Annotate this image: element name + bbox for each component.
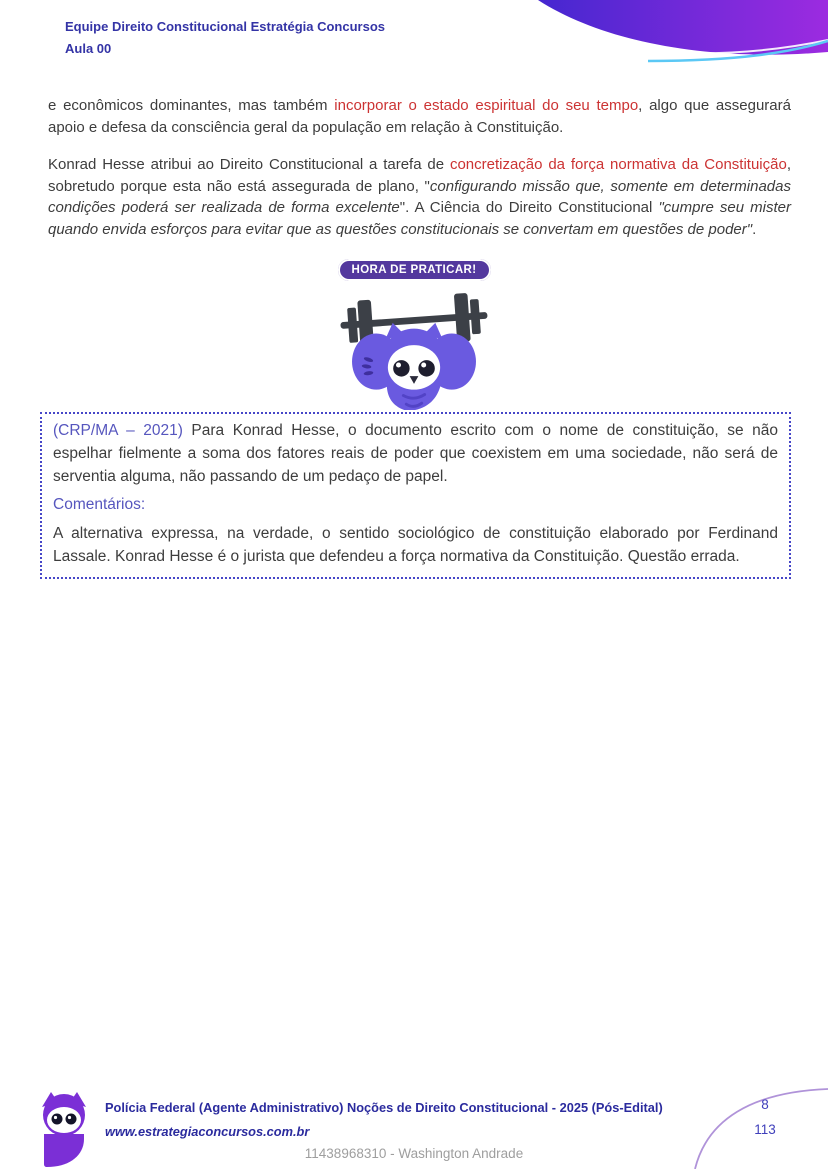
question-text: Para Konrad Hesse, o documento escrito com o nome de constituição, se não espelhar fielmente a soma dos fatores reais de poder que coexistem em uma sociedade, não será de serventia alguma, não passando de um pedaço de papel.: [53, 422, 778, 485]
paragraph-1-text: e econômicos dominantes, mas também: [48, 97, 335, 114]
question-box: [40, 412, 791, 579]
mascot-container: [0, 288, 828, 415]
paragraph-2-text: Konrad Hesse atribui ao Direito Constitucional a tarefa de: [48, 156, 450, 173]
header-team-line: Equipe Direito Constitucional Estratégia Concursos: [65, 19, 385, 34]
paragraph-1: [48, 95, 791, 138]
page-number-total: 113: [754, 1122, 776, 1137]
page-number-current: 8: [761, 1097, 769, 1112]
exam-tag: (CRP/MA – 2021): [53, 422, 183, 439]
footer-course-title: Polícia Federal (Agente Administrativo) Noções de Direito Constitucional - 2025 (Pós-Edital): [105, 1100, 663, 1115]
header-lesson-line: Aula 00: [65, 41, 112, 56]
footer-website-link[interactable]: www.estrategiaconcursos.com.br: [105, 1124, 310, 1139]
paragraph-2: [48, 154, 791, 240]
page-header: [65, 16, 385, 60]
paragraph-2-text-end: .: [752, 220, 757, 238]
license-watermark: 11438968310 - Washington Andrade: [304, 1146, 524, 1161]
lesson-body: [48, 95, 791, 256]
paragraph-2-quote1: configurando missão que, somente em determinadas condições poderá ser realizada de forma excelente: [48, 177, 791, 216]
practice-badge: HORA DE PRATICAR!: [338, 259, 491, 281]
owl-weightlifter-icon: [335, 288, 493, 410]
page-indicator: [740, 1092, 790, 1142]
paragraph-2-text-mid1: , sobretudo porque esta não está assegurada de plano, ": [48, 156, 791, 195]
paragraph-2-highlight: concretização da força normativa da Constituição: [449, 156, 787, 173]
paragraph-2-quote2: "cumpre seu mister quando envida esforços para evitar que as questões constitucionais se convertam em questões de poder": [48, 199, 791, 238]
paragraph-2-text-mid2: ". A Ciência do Direito Constitucional: [399, 199, 659, 216]
paragraph-1-highlight: incorporar o estado espiritual do seu tempo: [334, 97, 639, 114]
question-comment: A alternativa expressa, na verdade, o sentido sociológico de constituição elaborado por Ferdinand Lassale. Konrad Hesse é o jurista que defendeu a força normativa da Constituição. Questão errada.: [53, 525, 778, 565]
practice-banner: [0, 259, 828, 281]
comments-label: Comentários:: [53, 496, 146, 513]
paragraph-1-text-end: , algo que assegurará apoio e defesa da consciência geral da população em relação à Constituição.: [48, 97, 791, 136]
question-statement: [53, 419, 778, 488]
